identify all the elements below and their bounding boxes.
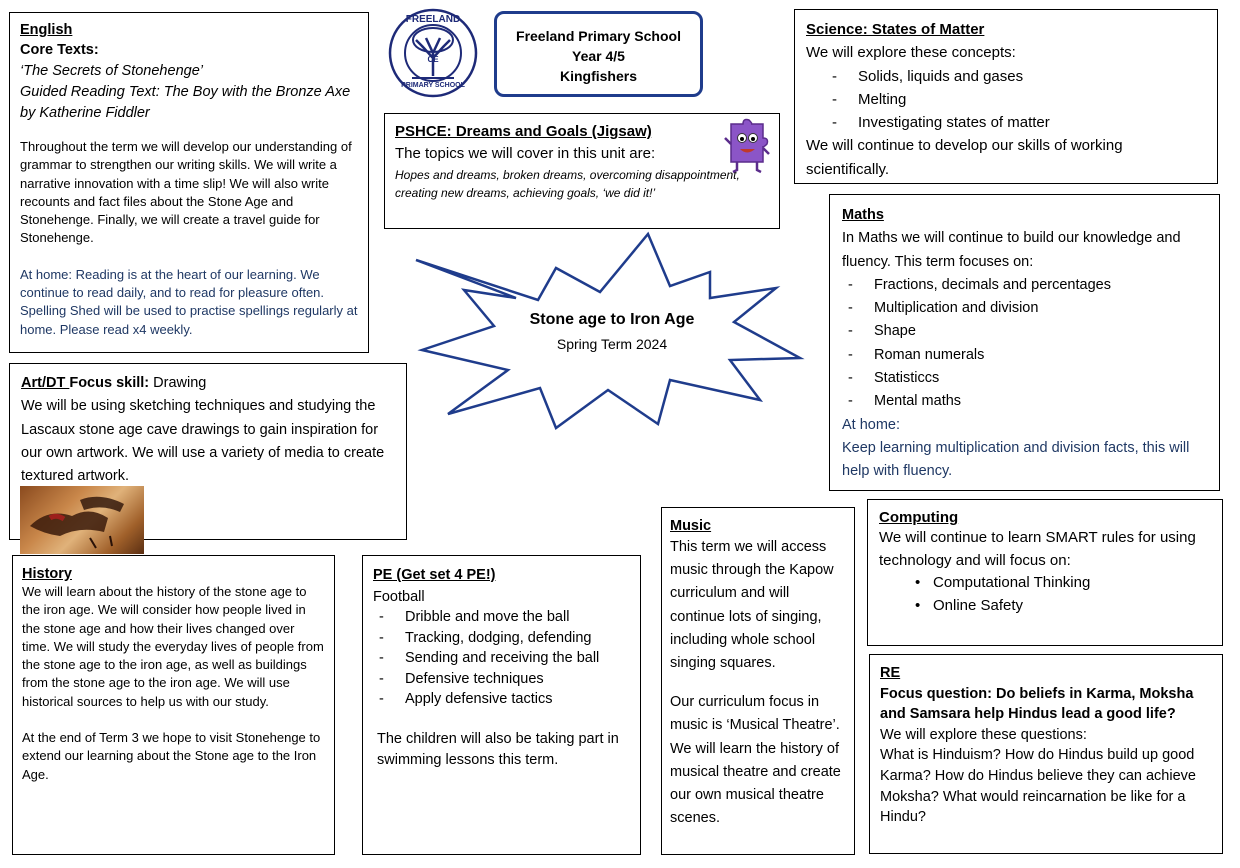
art-focus-label: Focus skill: (69, 375, 150, 391)
logo-text-bottom: PRIMARY SCHOOL (401, 82, 465, 89)
art-title-line (21, 372, 395, 395)
english-body: Throughout the term we will develop our understanding of grammar to strengthen our writing skills. We will write a narrative innovation with a time slip! We will also write recounts and fact files about the Stone Age and Stonehenge. Finally, we will create a travel guide for Stonehenge. (20, 139, 352, 246)
art-body: We will be using sketching techniques and studying the Lascaux stone age cave drawings to gain inspiration for our own artwork. We will use a variety of media to create textured artwork. (21, 398, 385, 485)
topic-term: Spring Term 2024 (556, 336, 668, 352)
history-title: History (22, 566, 72, 582)
school-year: Year 4/5 (572, 48, 625, 64)
science-box (794, 9, 1218, 184)
logo-text-center: CE (427, 55, 439, 64)
science-list (806, 65, 1206, 135)
pe-sport: Football (373, 589, 425, 605)
pe-list (373, 607, 630, 709)
art-title: Art/DT (21, 375, 70, 391)
school-title-box (494, 11, 703, 97)
maths-item: - Roman numerals (842, 344, 1207, 367)
topic-title: Stone age to Iron Age (529, 311, 695, 328)
science-intro: We will explore these concepts: (806, 44, 1016, 62)
maths-item: - Shape (842, 320, 1207, 343)
computing-list (879, 572, 1211, 617)
music-title: Music (670, 518, 712, 534)
re-title: RE (880, 665, 901, 681)
computing-intro: We will continue to learn SMART rules for using technology and will focus on: (879, 529, 1196, 569)
computing-item: • Online Safety (879, 595, 1211, 618)
art-skill: Drawing (149, 375, 207, 391)
maths-box (829, 194, 1220, 491)
pe-box (362, 555, 641, 855)
topic-star (408, 228, 816, 456)
pe-item: - Sending and receiving the ball (373, 648, 630, 668)
maths-intro: In Maths we will continue to build our knowledge and fluency. This term focuses on: (842, 230, 1181, 270)
maths-title: Maths (842, 207, 884, 223)
maths-item: - Multiplication and division (842, 297, 1207, 320)
maths-home: Keep learning multiplication and division facts, this will help with fluency. (842, 439, 1190, 480)
pe-swimming: The children will also be taking part in swimming lessons this term. (377, 731, 619, 768)
science-outro: We will continue to develop our skills of working scientifically. (806, 137, 1123, 178)
pshce-box (384, 113, 780, 229)
science-item: - Investigating states of matter (806, 111, 1206, 134)
re-intro: We will explore these questions: (880, 726, 1087, 743)
pshce-topics: Hopes and dreams, broken dreams, overcoming disappointment, creating new dreams, achieving goals, ‘we did it!’ (395, 168, 740, 200)
music-body-2: Our curriculum focus in music is ‘Musical Theatre’. We will learn the history of musical theatre and create our own musical theatre scenes. (670, 694, 841, 827)
maths-item: - Mental maths (842, 390, 1207, 413)
jigsaw-mascot-icon (723, 118, 771, 174)
science-item: - Melting (806, 88, 1206, 111)
school-logo (388, 8, 478, 98)
history-box (12, 555, 335, 855)
re-focus-question: Focus question: Do beliefs in Karma, Moksha and Samsara help Hindus lead a good life? (880, 685, 1194, 723)
maths-home-label: At home: (842, 416, 901, 433)
english-guided-text: Guided Reading Text: The Boy with the Bronze Axe by Katherine Fiddler (20, 84, 351, 121)
school-name: Freeland Primary School (516, 28, 681, 44)
maths-list (842, 274, 1207, 414)
pshce-intro: The topics we will cover in this unit are: (395, 145, 656, 162)
computing-item: • Computational Thinking (879, 572, 1211, 595)
maths-item: - Statisticcs (842, 367, 1207, 390)
english-title: English (20, 22, 73, 38)
computing-box (867, 499, 1223, 646)
pshce-title: PSHCE: Dreams and Goals (Jigsaw) (395, 123, 652, 140)
computing-title: Computing (879, 509, 959, 526)
history-body: We will learn about the history of the stone age to the iron age. We will consider how people lived in the stone age and how their lives changed over time. We will study the everyday lives of people from the stone age to the iron age, as well as buildings from the stone age to the iron age. We will use historical sources to help us with our study. (22, 584, 324, 709)
re-box (869, 654, 1223, 854)
pe-item: - Dribble and move the ball (373, 607, 630, 627)
school-class: Kingfishers (559, 68, 637, 84)
english-core-label: Core Texts: (20, 42, 99, 58)
science-item: - Solids, liquids and gases (806, 65, 1206, 88)
maths-item: - Fractions, decimals and percentages (842, 274, 1207, 297)
cave-animals-icon (20, 486, 144, 554)
science-title: Science: States of Matter (806, 21, 985, 38)
english-box (9, 12, 369, 353)
pe-item: - Apply defensive tactics (373, 689, 630, 709)
history-visit: At the end of Term 3 we hope to visit Stonehenge to extend our learning about the Stone age to the Iron Age. (22, 730, 321, 782)
re-questions: What is Hinduism? How do Hindus build up good Karma? How do Hindus believe they can achieve Moksha? What would reincarnation be like for a Hindu? (880, 747, 1196, 826)
english-home: At home: Reading is at the heart of our learning. We continue to read daily, and to read for pleasure often. Spelling Shed will be used to practise spellings regularly at home. Please read x4 weekly. (20, 266, 358, 337)
music-body-1: This term we will access music through the Kapow curriculum and will continue lots of singing, including whole school singing squares. (670, 539, 834, 672)
lascaux-cave-painting-image (20, 486, 144, 554)
logo-text-top: FREELAND (405, 14, 461, 25)
music-box (661, 507, 855, 855)
pe-item: - Tracking, dodging, defending (373, 628, 630, 648)
pe-item: - Defensive techniques (373, 669, 630, 689)
english-core-text: ‘The Secrets of Stonehenge’ (20, 63, 203, 79)
pe-title: PE (Get set 4 PE!) (373, 567, 496, 583)
